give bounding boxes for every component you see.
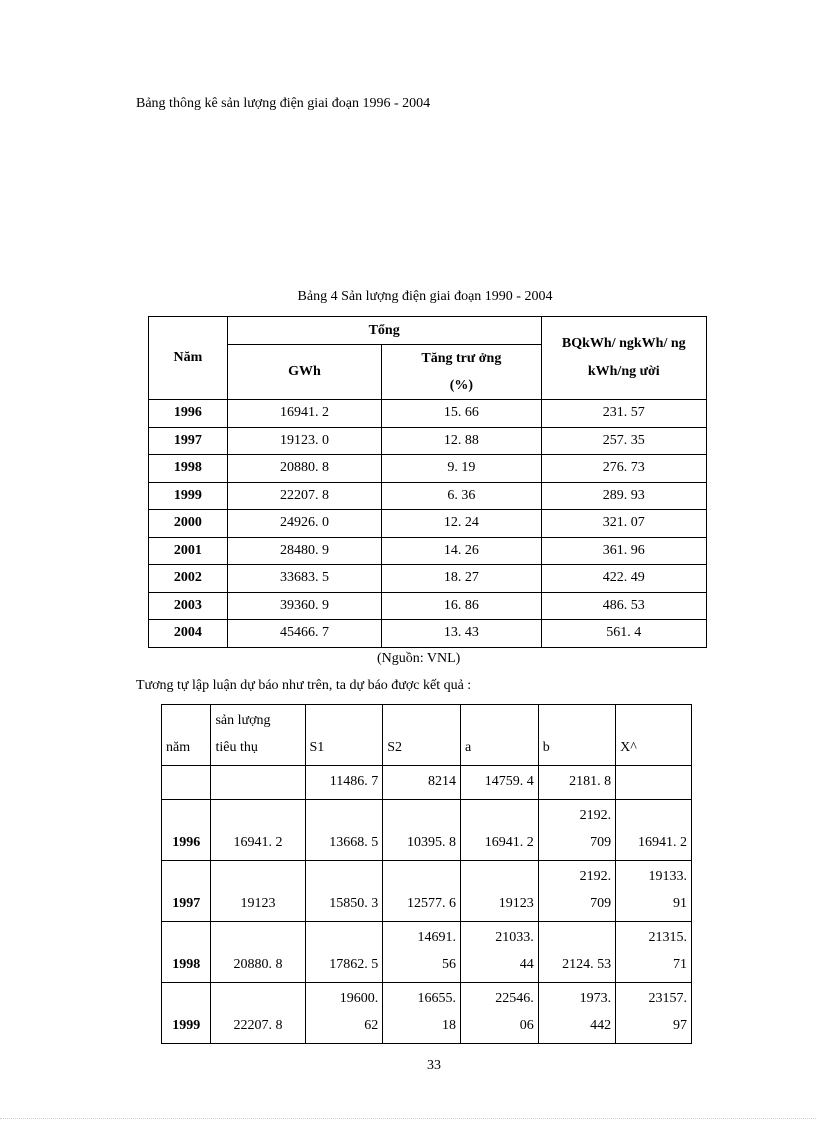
t2-row0-s2: 8214 xyxy=(383,766,461,800)
growth-cell: 13. 43 xyxy=(382,620,541,648)
s2-cell xyxy=(383,861,461,922)
x-cell xyxy=(616,983,692,1044)
gwh-cell: 20880. 8 xyxy=(227,455,381,483)
table-row xyxy=(149,620,707,648)
x-cell-line xyxy=(620,802,687,829)
gwh-cell: 28480. 9 xyxy=(227,537,381,565)
san-luong-cell: 16941. 2 xyxy=(211,800,305,861)
a-cell-line: 16941. 2 xyxy=(484,835,534,850)
b-cell-line: 2124. 53 xyxy=(562,957,612,972)
b-cell-line: 2192. xyxy=(579,808,612,823)
s2-cell xyxy=(383,922,461,983)
a-cell-line: 19123 xyxy=(498,896,534,911)
t2-header-s2: S2 xyxy=(383,705,461,766)
a-cell-line xyxy=(465,863,534,890)
san-luong-cell: 20880. 8 xyxy=(211,922,305,983)
b-cell-line: 442 xyxy=(590,1018,612,1033)
gwh-cell: 45466. 7 xyxy=(227,620,381,648)
bq-cell: 257. 35 xyxy=(541,427,706,455)
b-cell xyxy=(538,983,615,1044)
t2-header-a: a xyxy=(460,705,538,766)
table1-caption: Bảng 4 Sản lượng điện giai đoạn 1990 - 2004 xyxy=(297,289,553,304)
growth-cell: 18. 27 xyxy=(382,565,541,593)
gwh-cell: 24926. 0 xyxy=(227,510,381,538)
x-cell-line: 91 xyxy=(673,896,687,911)
year-cell: 1996 xyxy=(149,400,228,428)
a-cell xyxy=(460,861,538,922)
lead-text: Tương tự lập luận dự báo như trên, ta dự báo được kết quả : xyxy=(136,678,472,693)
year-cell: 1997 xyxy=(162,861,211,922)
gwh-cell: 19123. 0 xyxy=(227,427,381,455)
table-row xyxy=(162,861,692,922)
san-luong-cell: 22207. 8 xyxy=(211,983,305,1044)
table2-forecast xyxy=(161,704,692,1044)
table-row xyxy=(149,537,707,565)
t2-header-san-luong xyxy=(211,705,305,766)
growth-cell: 12. 24 xyxy=(382,510,541,538)
b-cell xyxy=(538,922,615,983)
year-cell: 2000 xyxy=(149,510,228,538)
s2-cell xyxy=(383,983,461,1044)
year-cell: 1998 xyxy=(162,922,211,983)
growth-cell: 9. 19 xyxy=(382,455,541,483)
year-cell: 2002 xyxy=(149,565,228,593)
t2-row0-x xyxy=(616,766,692,800)
bq-cell: 561. 4 xyxy=(541,620,706,648)
x-cell-line: 97 xyxy=(673,1018,687,1033)
header-bq-line1: BQkWh/ ngkWh/ ng xyxy=(561,336,686,351)
header-tang-truong-line1: Tăng trư ởng xyxy=(421,351,502,366)
table-row xyxy=(149,455,707,483)
s2-cell-line: 14691. xyxy=(417,930,456,945)
header-bq xyxy=(541,317,706,400)
t2-row0-a: 14759. 4 xyxy=(460,766,538,800)
s2-cell-line xyxy=(387,863,456,890)
s1-cell xyxy=(305,983,383,1044)
s1-cell-line: 15850. 3 xyxy=(329,896,379,911)
header-gwh: GWh xyxy=(227,345,381,400)
t2-row0-year xyxy=(162,766,211,800)
bq-cell: 276. 73 xyxy=(541,455,706,483)
bq-cell: 361. 96 xyxy=(541,537,706,565)
gwh-cell: 33683. 5 xyxy=(227,565,381,593)
x-cell-line: 23157. xyxy=(648,991,687,1006)
b-cell xyxy=(538,861,615,922)
table-row xyxy=(149,482,707,510)
gwh-cell: 22207. 8 xyxy=(227,482,381,510)
table-row xyxy=(149,510,707,538)
growth-cell: 15. 66 xyxy=(382,400,541,428)
s2-cell-line: 16655. xyxy=(417,991,456,1006)
s1-cell-line xyxy=(310,924,379,951)
t2-row0-s1: 11486. 7 xyxy=(305,766,383,800)
b-cell-line: 709 xyxy=(590,896,612,911)
intro-text: Bảng thông kê sản lượng điện giai đoạn 1996 - 2004 xyxy=(136,96,431,111)
year-cell: 2001 xyxy=(149,537,228,565)
t2-header-b: b xyxy=(538,705,615,766)
gwh-cell: 16941. 2 xyxy=(227,400,381,428)
b-cell-line: 1973. xyxy=(579,991,612,1006)
year-cell: 1997 xyxy=(149,427,228,455)
table-row xyxy=(162,983,692,1044)
t2-header-nam: năm xyxy=(162,705,211,766)
table-row xyxy=(162,800,692,861)
x-cell xyxy=(616,800,692,861)
growth-cell: 16. 86 xyxy=(382,592,541,620)
t2-header-x: X^ xyxy=(616,705,692,766)
table1-source: (Nguồn: VNL) xyxy=(377,651,461,666)
s2-cell-line: 56 xyxy=(441,957,456,972)
b-cell-line: 709 xyxy=(590,835,612,850)
b-cell xyxy=(538,800,615,861)
header-tang-truong xyxy=(382,345,541,400)
a-cell-line: 21033. xyxy=(495,930,534,945)
year-cell: 2003 xyxy=(149,592,228,620)
a-cell-line: 22546. xyxy=(495,991,534,1006)
b-cell-line xyxy=(543,924,611,951)
x-cell-line: 19133. xyxy=(648,869,687,884)
s1-cell xyxy=(305,861,383,922)
a-cell-line: 44 xyxy=(519,957,534,972)
x-cell-line: 16941. 2 xyxy=(638,835,687,850)
year-cell: 2004 xyxy=(149,620,228,648)
table-row xyxy=(149,592,707,620)
s1-cell-line xyxy=(310,863,379,890)
year-cell: 1999 xyxy=(162,983,211,1044)
s1-cell-line xyxy=(310,802,379,829)
s1-cell-line: 19600. xyxy=(339,991,379,1006)
a-cell xyxy=(460,800,538,861)
bq-cell: 231. 57 xyxy=(541,400,706,428)
growth-cell: 14. 26 xyxy=(382,537,541,565)
s1-cell xyxy=(305,800,383,861)
s2-cell-line: 12577. 6 xyxy=(406,896,456,911)
table-row xyxy=(149,427,707,455)
x-cell-line: 21315. xyxy=(648,930,687,945)
a-cell xyxy=(460,922,538,983)
x-cell xyxy=(616,922,692,983)
t2-header-s1: S1 xyxy=(305,705,383,766)
a-cell xyxy=(460,983,538,1044)
s2-cell-line: 10395. 8 xyxy=(406,835,456,850)
page-number: 33 xyxy=(427,1058,441,1073)
s1-cell-line: 17862. 5 xyxy=(329,957,379,972)
x-cell-line: 71 xyxy=(673,957,687,972)
s1-cell-line: 62 xyxy=(364,1018,379,1033)
s2-cell-line: 18 xyxy=(441,1018,456,1033)
year-cell: 1999 xyxy=(149,482,228,510)
s1-cell-line: 13668. 5 xyxy=(329,835,379,850)
table-row xyxy=(149,565,707,593)
bq-cell: 486. 53 xyxy=(541,592,706,620)
table1-electricity-output xyxy=(148,316,707,648)
s2-cell xyxy=(383,800,461,861)
table-row xyxy=(149,400,707,428)
x-cell xyxy=(616,861,692,922)
a-cell-line: 06 xyxy=(519,1018,534,1033)
header-bq-line2: kWh/ng ười xyxy=(587,364,660,379)
table-row xyxy=(162,922,692,983)
t2-header-san-luong-line2: tiêu thụ xyxy=(215,740,258,755)
year-cell: 1996 xyxy=(162,800,211,861)
growth-cell: 12. 88 xyxy=(382,427,541,455)
a-cell-line xyxy=(465,802,534,829)
gwh-cell: 39360. 9 xyxy=(227,592,381,620)
b-cell-line: 2192. xyxy=(579,869,612,884)
bq-cell: 321. 07 xyxy=(541,510,706,538)
s2-cell-line xyxy=(387,802,456,829)
header-nam: Năm xyxy=(149,317,228,400)
page-bottom-divider xyxy=(0,1118,816,1119)
t2-row0-sl xyxy=(211,766,305,800)
s1-cell xyxy=(305,922,383,983)
t2-row0-b: 2181. 8 xyxy=(538,766,615,800)
growth-cell: 6. 36 xyxy=(382,482,541,510)
header-tang-truong-line2: (%) xyxy=(449,378,474,393)
t2-header-san-luong-line1: sản lượng xyxy=(215,713,271,728)
bq-cell: 289. 93 xyxy=(541,482,706,510)
san-luong-cell: 19123 xyxy=(211,861,305,922)
header-tong: Tổng xyxy=(227,317,541,345)
bq-cell: 422. 49 xyxy=(541,565,706,593)
year-cell: 1998 xyxy=(149,455,228,483)
